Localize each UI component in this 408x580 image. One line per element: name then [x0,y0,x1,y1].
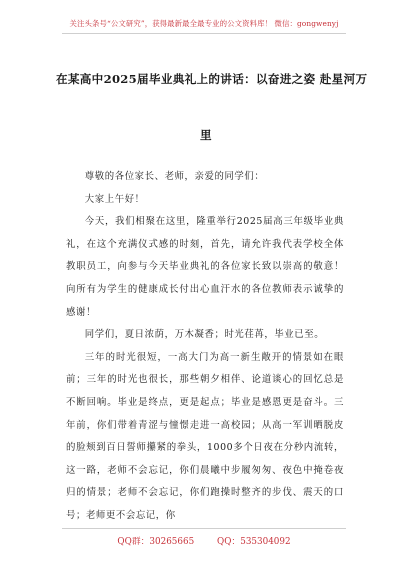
paragraph-opening: 今天，我们相聚在这里，隆重举行2025届高三年级毕业典礼，在这个充满仪式感的时刻，首先，请允许我代表学校全体教职员工，向参与今天毕业典礼的各位家长致以崇高的敬意！向所有为学生的健康成长付出心血汗水的各位教师表示诚挚的感谢！ [66,216,344,318]
paragraph-summer: 同学们，夏日浓荫，万木凝香；时光荏苒，毕业已至。 [84,329,325,341]
page-header [0,0,408,34]
title-line-1: 在某高中2025届毕业典礼上的讲话：以奋进之姿 赴星河万 [56,72,368,86]
title-line-2: 里 [200,128,212,142]
document-body [66,166,344,528]
page-footer [0,534,408,547]
paragraph-greeting: 大家上午好！ [84,193,145,205]
paragraph-memories: 三年的时光很短，一高大门为高一新生敞开的情景如在眼前；三年的时光也很长，那些朝夕相伴、论道谈心的回忆总是不断回响。毕业是终点，更是起点；毕业是感恩更是奋斗。三年前，你们带着青涩与憧憬走进一高校园；从高一军训晒脱皮的脸颊到百日誓师攥紧的拳头，1000多个日夜在分秒内流转，这一路，老师不会忘记，你们晨曦中步履匆匆、夜色中掩卷夜归的情景；老师不会忘记，你们跑操时整齐的步伐、震天的口号；老师更不会忘记，你 [66,351,344,521]
footer-qq: QQ：535304092 [217,537,291,547]
footer-divider [62,528,346,529]
header-divider [62,33,346,34]
header-banner: 关注头条号“公文研究”，获得最新最全最专业的公文资料库！ 微信：gongwenyj [69,19,339,28]
paragraph-salutation: 尊敬的各位家长、老师，亲爱的同学们： [84,171,265,182]
footer-qq-group: QQ群：30265665 [117,537,195,547]
document-title [56,66,368,148]
